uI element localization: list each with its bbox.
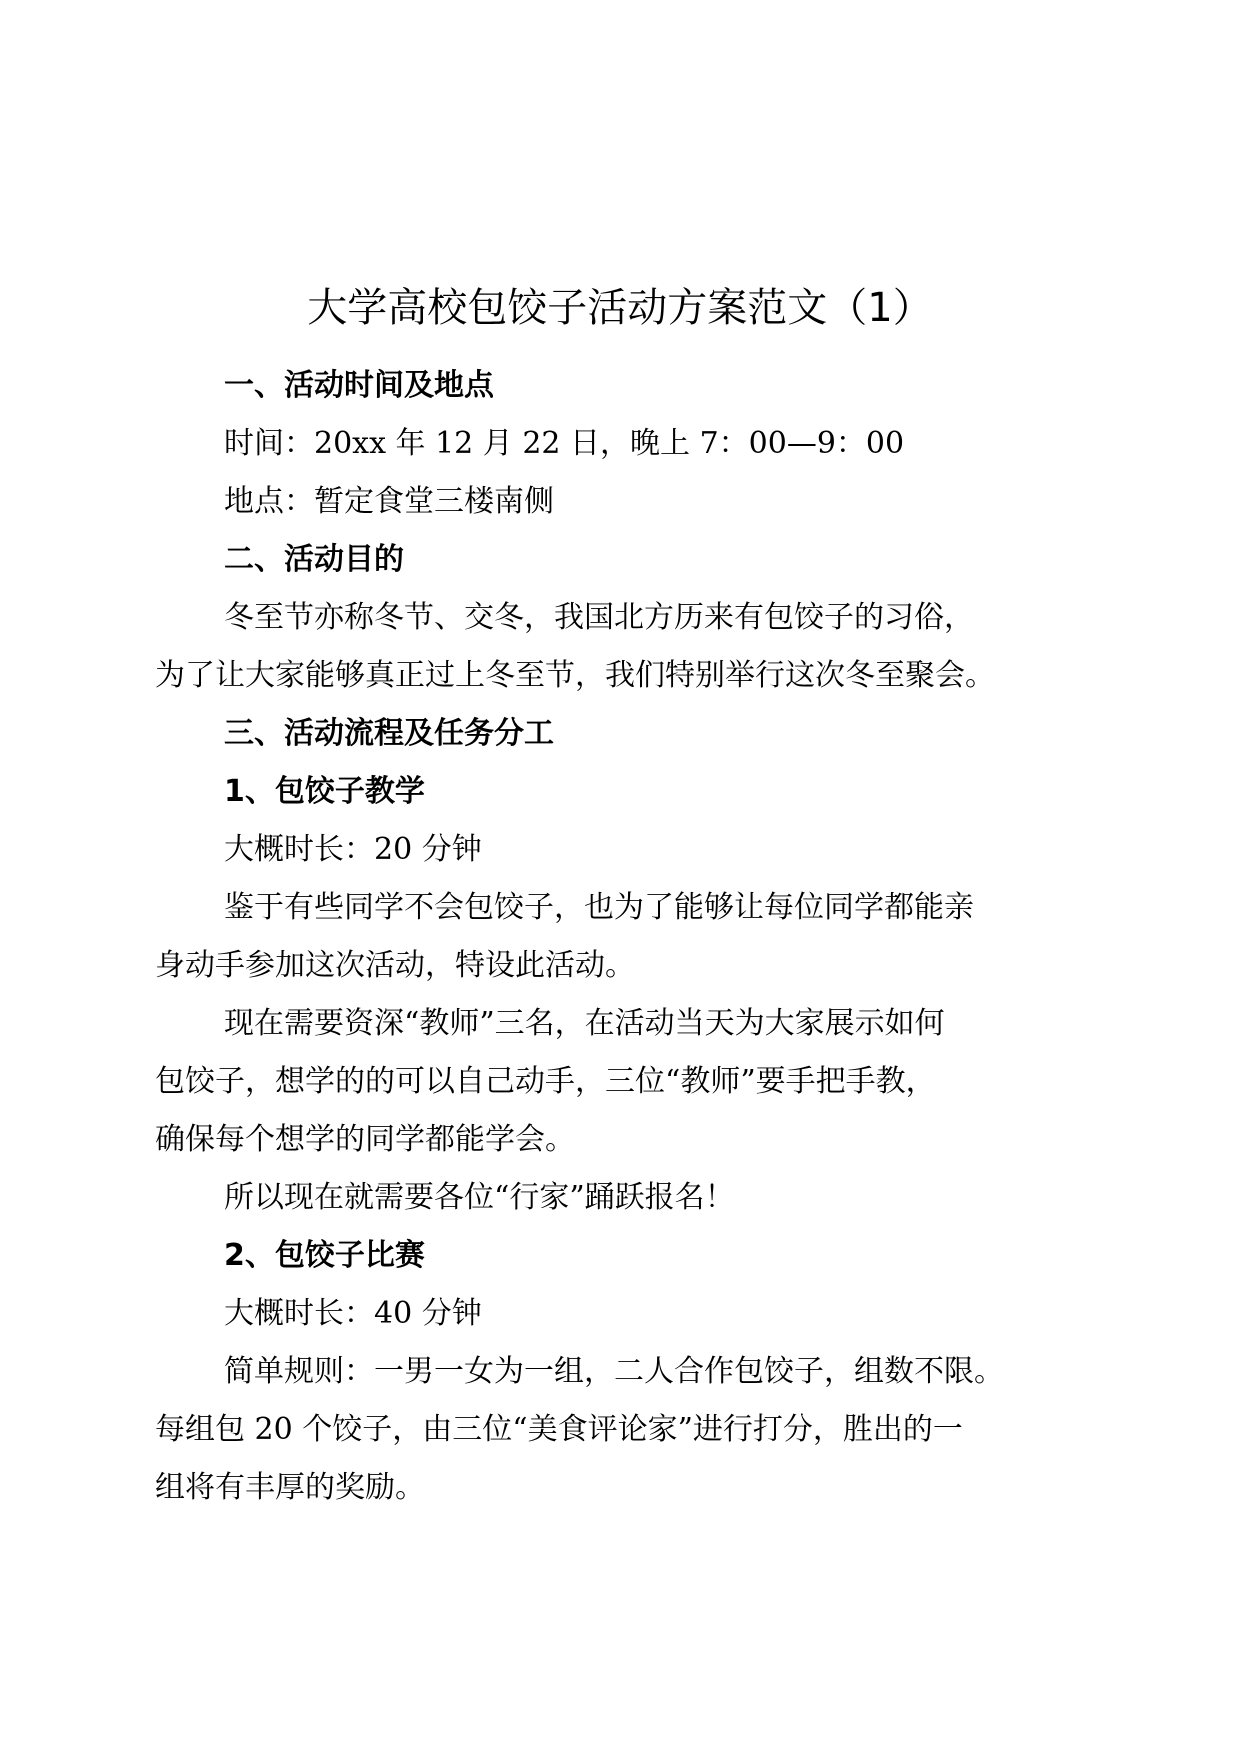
teaching-para3: 所以现在就需要各位“行家”踊跃报名！ [224, 1180, 735, 1215]
contest-duration: 大概时长：40 分钟 [224, 1296, 482, 1331]
teaching-para2-line3: 确保每个想学的同学都能学会。 [155, 1122, 575, 1157]
subsection-heading-teaching: 1、包饺子教学 [224, 774, 425, 809]
section-heading-process: 三、活动流程及任务分工 [224, 716, 554, 751]
purpose-line-1: 冬至节亦称冬节、交冬，我国北方历来有包饺子的习俗， [224, 600, 974, 635]
place-line: 地点：暂定食堂三楼南侧 [224, 484, 554, 519]
teaching-para2-line2: 包饺子，想学的的可以自己动手，三位“教师”要手把手教， [155, 1064, 936, 1099]
teaching-para2-line1: 现在需要资深“教师”三名，在活动当天为大家展示如何 [224, 1006, 945, 1041]
section-heading-purpose: 二、活动目的 [224, 542, 404, 577]
document-title: 大学高校包饺子活动方案范文（1） [307, 285, 933, 331]
contest-rule-line2: 每组包 20 个饺子，由三位“美食评论家”进行打分，胜出的一 [155, 1412, 963, 1447]
purpose-line-2: 为了让大家能够真正过上冬至节，我们特别举行这次冬至聚会。 [155, 658, 995, 693]
teaching-para1-line2: 身动手参加这次活动，特设此活动。 [155, 948, 635, 983]
subsection-heading-contest: 2、包饺子比赛 [224, 1238, 425, 1273]
teaching-duration: 大概时长：20 分钟 [224, 832, 482, 867]
time-line: 时间：20xx 年 12 月 22 日，晚上 7：00—9：00 [224, 426, 905, 461]
section-heading-time-place: 一、活动时间及地点 [224, 368, 494, 403]
contest-rule-line3: 组将有丰厚的奖励。 [155, 1470, 425, 1505]
teaching-para1-line1: 鉴于有些同学不会包饺子，也为了能够让每位同学都能亲 [224, 890, 974, 925]
contest-rule-line1: 简单规则：一男一女为一组，二人合作包饺子，组数不限。 [224, 1354, 1004, 1389]
